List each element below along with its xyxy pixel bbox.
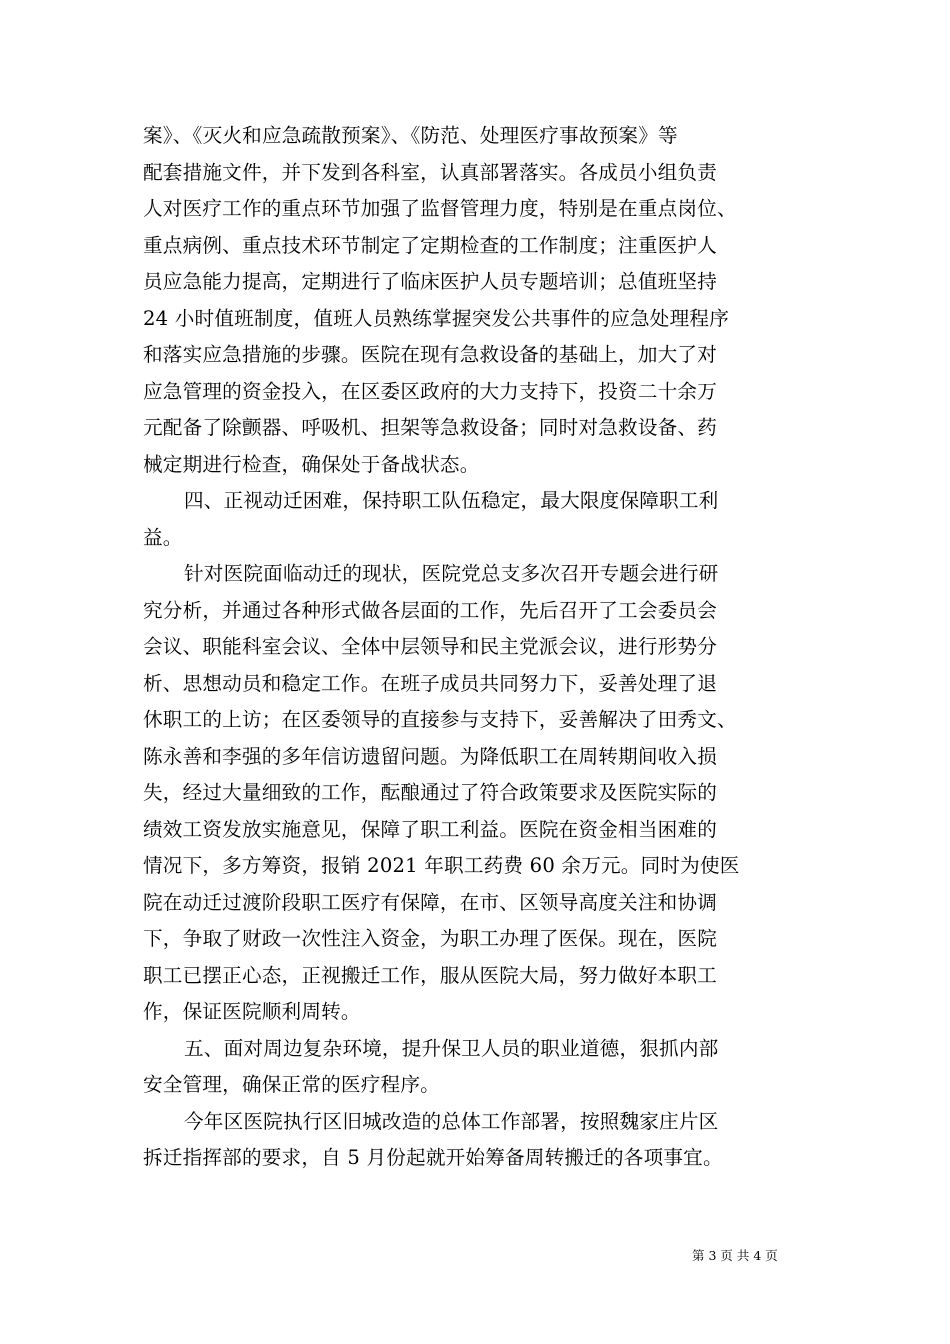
- paragraph-start: 今年区医院执行区旧城改造的总体工作部署，按照魏家庄片区: [184, 1109, 719, 1133]
- text-line: 会议、职能科室会议、全体中层领导和民主党派会议，进行形势分: [143, 635, 718, 658]
- page-number: 第 3 页 共 4 页: [692, 1248, 778, 1263]
- section-heading-5: 五、面对周边复杂环境，提升保卫人员的职业道德，狠抓内部: [184, 1036, 719, 1060]
- text-line: 员应急能力提高，定期进行了临床医护人员专题培训；总值班坚持: [143, 270, 718, 293]
- text-line: 拆迁指挥部的要求，自 5 月份起就开始筹备周转搬迁的各项事宜。: [143, 1146, 723, 1169]
- text-line: 益。: [143, 525, 183, 549]
- text-line: 失，经过大量细致的工作，酝酿通过了符合政策要求及医院实际的: [143, 781, 718, 804]
- text-line: 应急管理的资金投入，在区委区政府的大力支持下，投资二十余万: [143, 379, 718, 403]
- document-body: [143, 118, 813, 1177]
- text-line: 24 小时值班制度，值班人员熟练掌握突发公共事件的应急处理程序: [143, 306, 729, 330]
- section-heading-4: 四、正视动迁困难，保持职工队伍稳定，最大限度保障职工利: [184, 489, 719, 512]
- text-line: 情况下，多方筹资，报销 2021 年职工药费 60 余万元。同时为使医: [143, 854, 740, 877]
- text-line: 下，争取了财政一次性注入资金，为职工办理了医保。现在，医院: [143, 927, 718, 950]
- text-line: 职工已摆正心态，正视搬迁工作，服从医院大局，努力做好本职工: [143, 963, 718, 987]
- text-line: 院在动迁过渡阶段职工医疗有保障，在市、区领导高度关注和协调: [143, 890, 718, 914]
- paragraph-start: 针对医院面临动迁的现状，医院党总支多次召开专题会进行研: [184, 562, 719, 585]
- text-line: 休职工的上访；在区委领导的直接参与支持下，妥善解决了田秀文、: [143, 708, 737, 731]
- text-line: 陈永善和李强的多年信访遗留问题。为降低职工在周转期间收入损: [143, 744, 718, 768]
- text-line: 究分析，并通过各种形式做各层面的工作，先后召开了工会委员会: [143, 598, 718, 622]
- text-line: 和落实应急措施的步骤。医院在现有急救设备的基础上，加大了对: [143, 343, 718, 366]
- text-line: 人对医疗工作的重点环节加强了监督管理力度，特别是在重点岗位、: [143, 197, 737, 220]
- text-line: 配套措施文件，并下发到各科室，认真部署落实。各成员小组负责: [143, 160, 718, 184]
- text-line: 械定期进行检查，确保处于备战状态。: [143, 452, 480, 476]
- text-line: 作，保证医院顺利周转。: [143, 1000, 361, 1023]
- text-line: 案》、《灭火和应急疏散预案》、《防范、处理医疗事故预案》等: [143, 124, 678, 147]
- text-line: 绩效工资发放实施意见，保障了职工利益。医院在资金相当困难的: [143, 817, 718, 841]
- text-line: 元配备了除颤器、呼吸机、担架等急救设备；同时对急救设备、药: [143, 416, 718, 439]
- text-line: 重点病例、重点技术环节制定了定期检查的工作制度；注重医护人: [143, 233, 718, 257]
- text-line: 析、思想动员和稳定工作。在班子成员共同努力下，妥善处理了退: [143, 671, 718, 695]
- text-line: 安全管理，确保正常的医疗程序。: [143, 1073, 440, 1096]
